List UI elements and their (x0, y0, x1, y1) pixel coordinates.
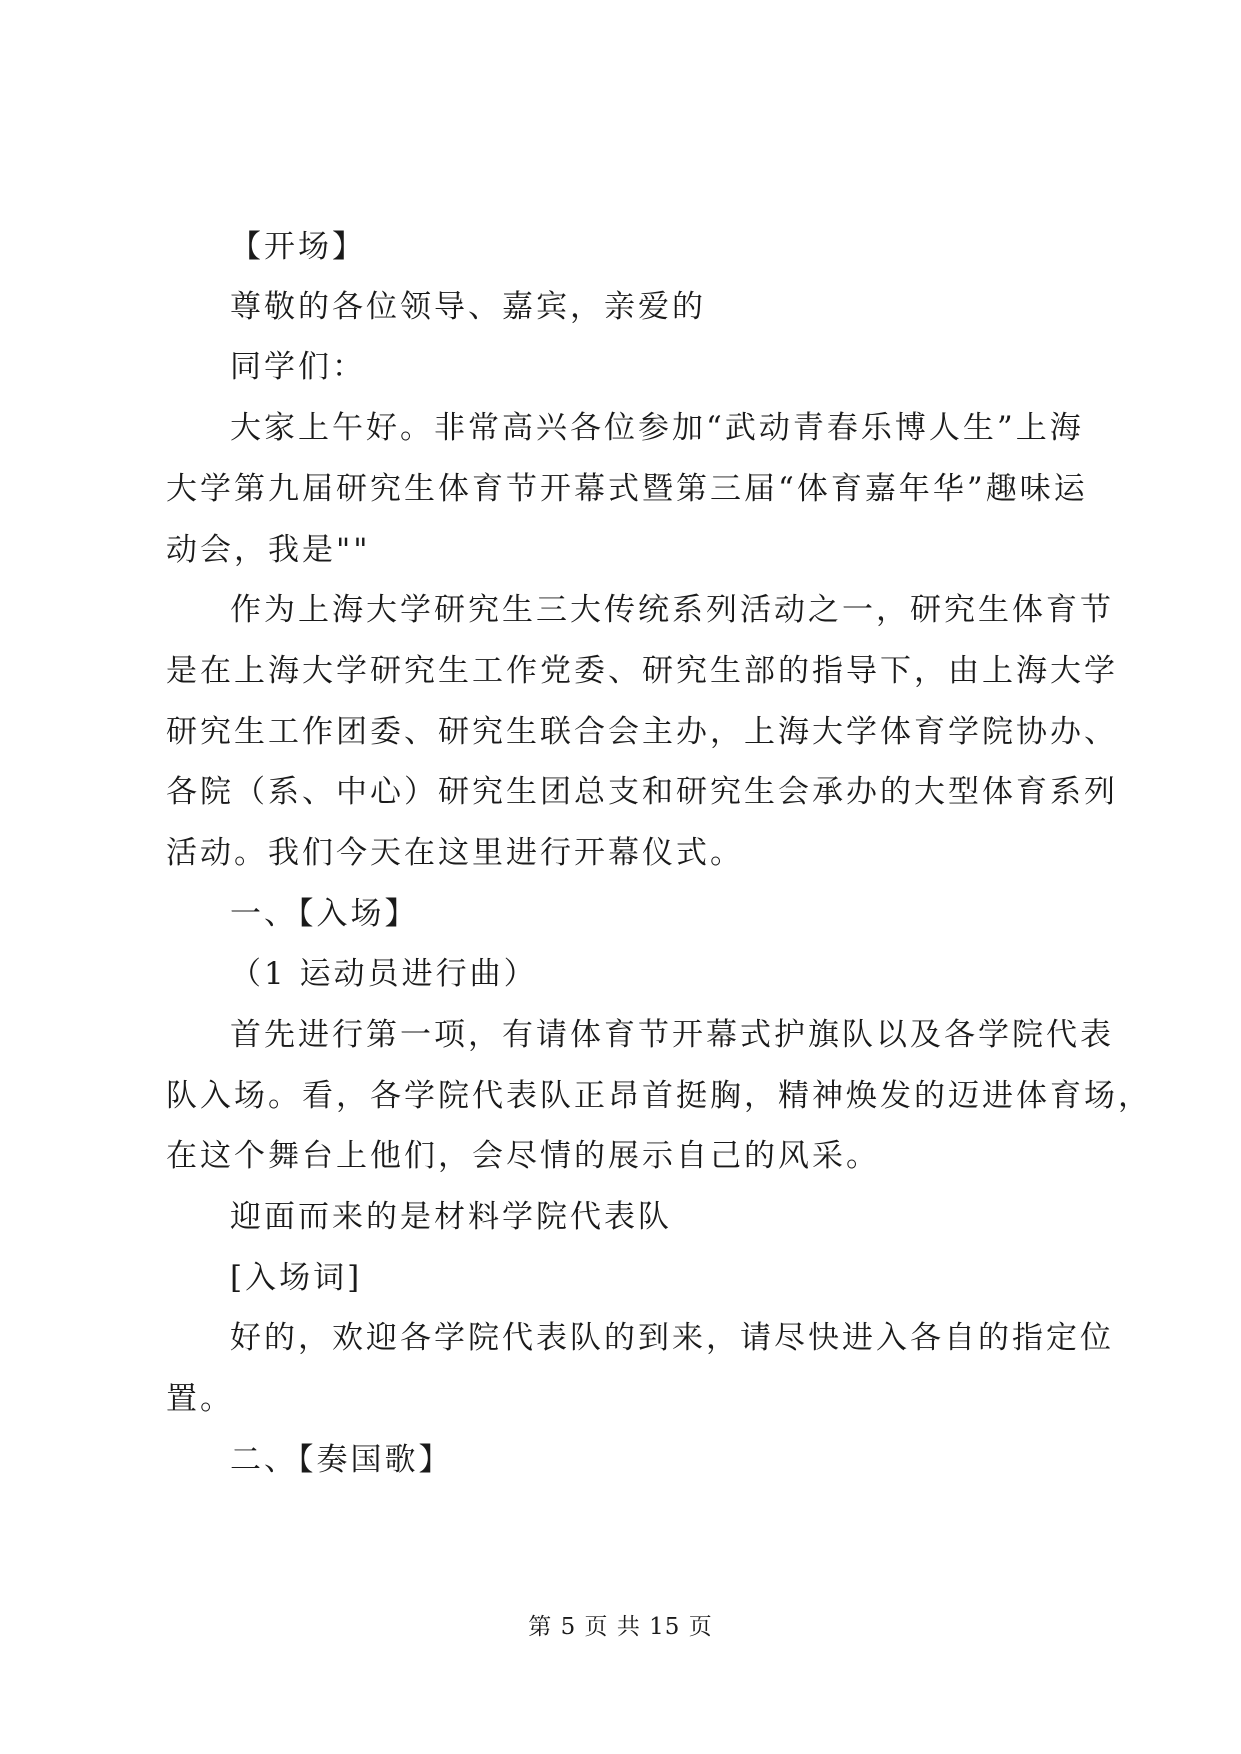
paragraph-line: 研究生工作团委、研究生联合会主办，上海大学体育学院协办、 (166, 714, 1118, 750)
paragraph-line: 置。 (166, 1381, 234, 1417)
heading-opening: 【开场】 (230, 229, 366, 265)
paragraph-line: 好的，欢迎各学院代表队的到来，请尽快进入各自的指定位 (230, 1320, 1114, 1356)
music-note: （1 运动员进行曲） (230, 956, 538, 992)
entry-words-label: [入场词] (230, 1260, 363, 1296)
page-footer: 第 5 页 共 15 页 (528, 1614, 713, 1640)
section-title: 二、【奏国歌】 (230, 1442, 453, 1478)
paragraph-line: 大学第九届研究生体育节开幕式暨第三届“体育嘉年华”趣味运 (166, 471, 1088, 507)
paragraph-line: 首先进行第一项，有请体育节开幕式护旗队以及各学院代表 (230, 1017, 1114, 1053)
paragraph-line: 各院（系、中心）研究生团总支和研究生会承办的大型体育系列 (166, 774, 1118, 810)
paragraph-line: 队入场。看，各学院代表队正昂首挺胸，精神焕发的迈进体育场， (166, 1078, 1152, 1114)
paragraph-line: 作为上海大学研究生三大传统系列活动之一，研究生体育节 (230, 592, 1114, 628)
paragraph-line: 动会，我是"" (166, 532, 371, 568)
paragraph-line: 在这个舞台上他们，会尽情的展示自己的风采。 (166, 1138, 880, 1174)
paragraph-line: 活动。我们今天在这里进行开幕仪式。 (166, 835, 744, 871)
greeting-line: 同学们： (230, 349, 366, 385)
paragraph-line: 迎面而来的是材料学院代表队 (230, 1199, 672, 1235)
greeting-line: 尊敬的各位领导、嘉宾，亲爱的 (230, 289, 706, 325)
paragraph-line: 大家上午好。非常高兴各位参加“武动青春乐博人生”上海 (230, 410, 1084, 446)
section-title: 一、【入场】 (230, 896, 419, 932)
paragraph-line: 是在上海大学研究生工作党委、研究生部的指导下，由上海大学 (166, 653, 1118, 689)
